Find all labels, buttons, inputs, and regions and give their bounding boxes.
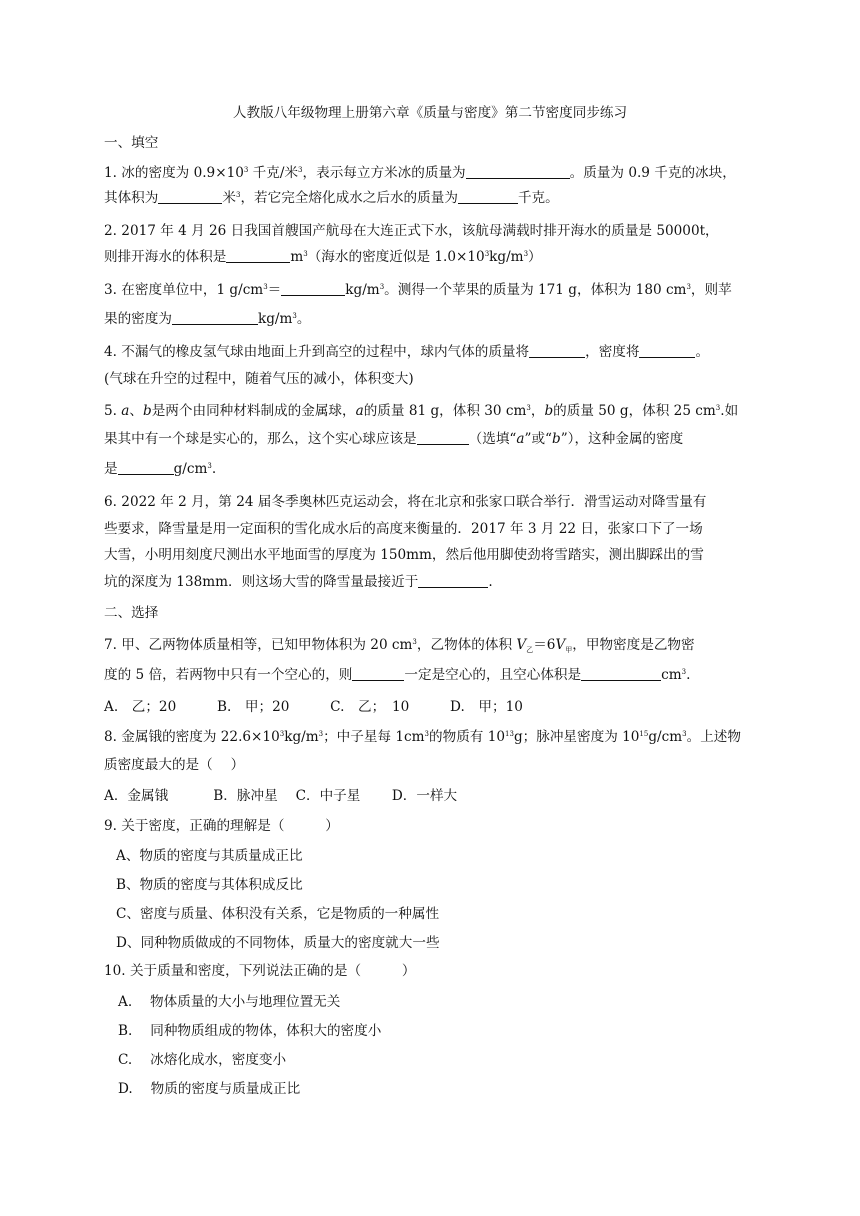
q2-line-2: 则排开海水的体积是 $m^3$（海水的密度近似是 $1.0\times 10^3kg/m^3$） [104, 249, 542, 265]
q9-option-b: B、物质的密度与其体积成反比 [116, 877, 303, 893]
q9-stem: 9. 关于密度，正确的理解是（ ） [104, 818, 339, 834]
answer-blank[interactable] [158, 190, 222, 204]
q6-line-3: 大雪，小明用刻度尺测出水平地面雪的厚度为 150mm，然后他用脚使劲将雪踏实，测出脚踩出的雪 [104, 547, 704, 563]
q6-line-4: 坑的深度为 138mm．则这场大雪的降雪量最接近于 . [104, 574, 493, 590]
q4-line-1: 4. 不漏气的橡皮氢气球由地面上升到高空的过程中，球内气体的质量将 ，密度将 。 [104, 344, 710, 360]
answer-blank[interactable] [226, 249, 290, 263]
q1-line-1: 1. 冰的密度为 $0.9\times 10^3$ 千克/米$^3$，表示每立方米冰的质量为 。质量为 0.9 千克的冰块， [104, 165, 736, 181]
q10-option-d: D. 物质的密度与质量成正比 [118, 1081, 301, 1097]
q8-options: A．金属锇 B．脉冲星 C．中子星 D．一样大 [104, 788, 458, 804]
answer-blank[interactable] [281, 282, 345, 296]
answer-blank[interactable] [458, 190, 518, 204]
q3-line-1: 3. 在密度单位中，1 $g/cm^3= kg/m^3$。测得一个苹果的质量为 171 g，体积为 180 $cm^3$，则苹 [104, 282, 732, 298]
q7-line-2: 度的 5 倍，若两物中只有一个空心的，则 一定是空心的，且空心体积是 $cm^3$. [104, 667, 691, 683]
q9-option-d: D、同种物质做成的不同物体，质量大的密度就大一些 [116, 935, 440, 951]
q4-line-2: (气球在升空的过程中，随着气压的减小，体积变大) [104, 371, 414, 387]
q1-line-2: 其体积为 米$^3$，若它完全熔化成水之后水的质量为 千克。 [104, 190, 559, 206]
section-choice-heading: 二、选择 [104, 605, 159, 621]
document-title: 人教版八年级物理上册第六章《质量与密度》第二节密度同步练习 [232, 105, 628, 121]
answer-blank[interactable] [418, 574, 488, 588]
q10-option-a: A. 物体质量的大小与地理位置无关 [118, 994, 341, 1010]
answer-blank[interactable] [581, 667, 661, 681]
q9-option-c: C、密度与质量、体积没有关系，它是物质的一种属性 [116, 906, 440, 922]
q7-line-1: 7. 甲、乙两物体质量相等，已知甲物体积为 20 $cm^3$，乙物体的体积 $V_乙=6V_甲$，甲物密度是乙物密 [104, 637, 695, 654]
q5-line-2: 果其中有一个球是实心的，那么，这个实心球应该是 （选填“a”或“b”），这种金属的密度 [104, 431, 684, 447]
q10-option-b: B. 同种物质组成的物体，体积大的密度小 [118, 1023, 382, 1039]
q5-line-3: 是 $g/cm^3$. [104, 461, 217, 477]
q10-option-c: C. 冰熔化成水，密度变小 [118, 1052, 287, 1068]
answer-blank[interactable] [466, 165, 570, 179]
q6-line-1: 6. 2022 年 2 月，第 24 届冬季奥林匹克运动会，将在北京和张家口联合举行．滑雪运动对降雪量有 [104, 494, 707, 510]
answer-blank[interactable] [639, 344, 695, 358]
answer-blank[interactable] [417, 431, 469, 445]
q9-option-a: A、物质的密度与其质量成正比 [116, 848, 303, 864]
section-fill-heading: 一、填空 [104, 135, 159, 151]
q8-line-1: 8. 金属锇的密度为 $22.6\times 10^3kg/m^3$；中子星每 $1cm^3$的物质有 $10^{13}g$；脉冲星密度为 $10^{15}g/cm^3$。上述物 [104, 729, 741, 745]
q8-line-2: 质密度最大的是（ ） [104, 757, 245, 773]
q3-line-2: 果的密度为 $kg/m^3$。 [104, 311, 311, 327]
answer-blank[interactable] [172, 311, 258, 325]
q7-options: A. 乙；20 B. 甲；20 C. 乙； 10 D. 甲；10 [104, 699, 523, 715]
q5-line-1: 5. a、b是两个由同种材料制成的金属球，a的质量 81 g，体积 30 $cm^3$，b的质量 50 g，体积 25 $cm^3$.如 [104, 403, 739, 419]
answer-blank[interactable] [352, 667, 404, 681]
answer-blank[interactable] [118, 461, 174, 475]
q2-line-1: 2. 2017 年 4 月 26 日我国首艘国产航母在大连正式下水，该航母满载时排开海水的质量是 50000t， [104, 223, 719, 239]
answer-blank[interactable] [529, 344, 585, 358]
q10-stem: 10. 关于质量和密度，下列说法正确的是（ ） [104, 963, 416, 979]
q6-line-2: 些要求，降雪量是用一定面积的雪化成水后的高度来衡量的．2017 年 3 月 22 日，张家口下了一场 [104, 521, 703, 537]
